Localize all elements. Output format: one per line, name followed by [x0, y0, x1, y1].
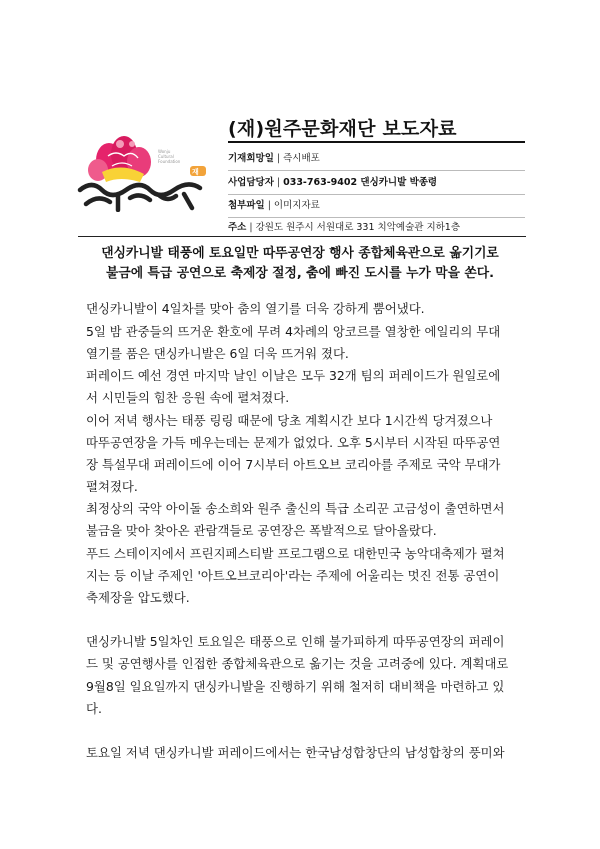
headline-line-1: 댄싱카니발 태풍에 토요일만 따뚜공연장 행사 종합체육관으로 옮기기로 — [101, 246, 499, 261]
meta-divider — [228, 194, 525, 195]
header-divider — [78, 236, 526, 237]
body-line: 열기를 품은 댄싱카니발은 6일 더욱 뜨거워 졌다. — [86, 346, 349, 361]
body-line: 따뚜공연장을 가득 메우는데는 문제가 없었다. 오후 5시부터 시작된 따뚜공연 — [86, 435, 501, 450]
page-title: (재)원주문화재단 보도자료 — [228, 118, 457, 140]
meta-row-attachment: 첨부파일 | 이미지자료 — [228, 200, 320, 211]
body-line: 드 및 공연행사를 인접한 종합체육관으로 옮기는 것을 고려중에 있다. 계획대로 — [86, 656, 509, 671]
body-line: 댄싱카니발 5일차인 토요일은 태풍으로 인해 불가피하게 따뚜공연장의 퍼레이 — [86, 634, 505, 649]
body-line: 댄싱카니발이 4일차를 맞아 춤의 열기를 더욱 강하게 뿜어냈다. — [86, 301, 425, 316]
body-line: 5일 밤 관중들의 뜨거운 환호에 무려 4차례의 앙코르를 열창한 에일리의 무대 — [86, 324, 501, 339]
meta-value: 033-763-9402 댄싱카니발 박종령 — [283, 177, 438, 188]
body-line: 최정상의 국악 아이돌 송소희와 원주 출신의 특급 소리꾼 고금성이 출연하면서 — [86, 501, 505, 516]
body-line: 지는 등 이날 주제인 '아트오브코리아'라는 주제에 어울리는 멋진 전통 공연이 — [86, 568, 500, 583]
meta-divider — [228, 170, 525, 171]
body-line: 축제장을 압도했다. — [86, 590, 190, 605]
meta-label: 사업담당자 — [228, 177, 274, 188]
body-line: 이어 저녁 행사는 태풍 링링 때문에 당초 계획시간 보다 1시간씩 당겨졌으나 — [86, 413, 493, 428]
title-divider — [228, 141, 525, 143]
body-line: 장 특설무대 퍼레이드에 이어 7시부터 아트오브 코리아를 주제로 국악 무대가 — [86, 457, 501, 472]
svg-text:Wonju: Wonju — [158, 149, 171, 154]
meta-row-contact: 사업담당자 | 033-763-9402 댄싱카니발 박종령 — [228, 177, 438, 188]
meta-row-release-date: 기재희망일 | 즉시배포 — [228, 153, 320, 164]
body-line: 불금을 맞아 찾아온 관람객들로 공연장은 폭발적으로 달아올랐다. — [86, 523, 437, 538]
body-line: 다. — [86, 701, 102, 716]
body-line: 서 시민들의 힘찬 응원 속에 펼쳐졌다. — [86, 390, 290, 405]
meta-label: 주소 — [228, 222, 247, 233]
meta-value: 강원도 원주시 서원대로 331 치악예술관 지하1층 — [255, 222, 461, 233]
meta-divider — [228, 217, 525, 218]
headline-line-2: 불금에 특급 공연으로 축제장 절정, 춤에 빠진 도시를 누가 막을 쏜다. — [105, 266, 495, 281]
meta-label: 기재희망일 — [228, 153, 274, 164]
meta-value: 즉시배포 — [283, 153, 320, 164]
meta-label: 첨부파일 — [228, 200, 265, 211]
meta-value: 이미지자료 — [273, 200, 320, 211]
svg-text:Cultural: Cultural — [158, 154, 174, 159]
body-line: 푸드 스테이지에서 프린지페스티발 프로그램으로 대한민국 농악대축제가 펼쳐 — [86, 546, 505, 561]
body-line: 퍼레이드 예선 경연 마지막 날인 이날은 모두 32개 팀의 퍼레이드가 원일로에 — [86, 368, 501, 383]
body-line: 토요일 저녁 댄싱카니발 퍼레이드에서는 한국남성합창단의 남성합창의 풍미와 — [86, 745, 505, 760]
wonju-cultural-foundation-logo — [72, 132, 210, 212]
body-line: 9월8일 일요일까지 댄싱카니발을 진행하기 위해 철저히 대비책을 마련하고 있 — [86, 679, 505, 694]
svg-text:재: 재 — [192, 168, 199, 176]
meta-row-address: 주소 | 강원도 원주시 서원대로 331 치악예술관 지하1층 — [228, 222, 461, 233]
flower-emblem-icon — [88, 136, 151, 182]
svg-text:Foundation: Foundation — [158, 159, 181, 164]
body-line: 펼쳐졌다. — [86, 479, 138, 494]
